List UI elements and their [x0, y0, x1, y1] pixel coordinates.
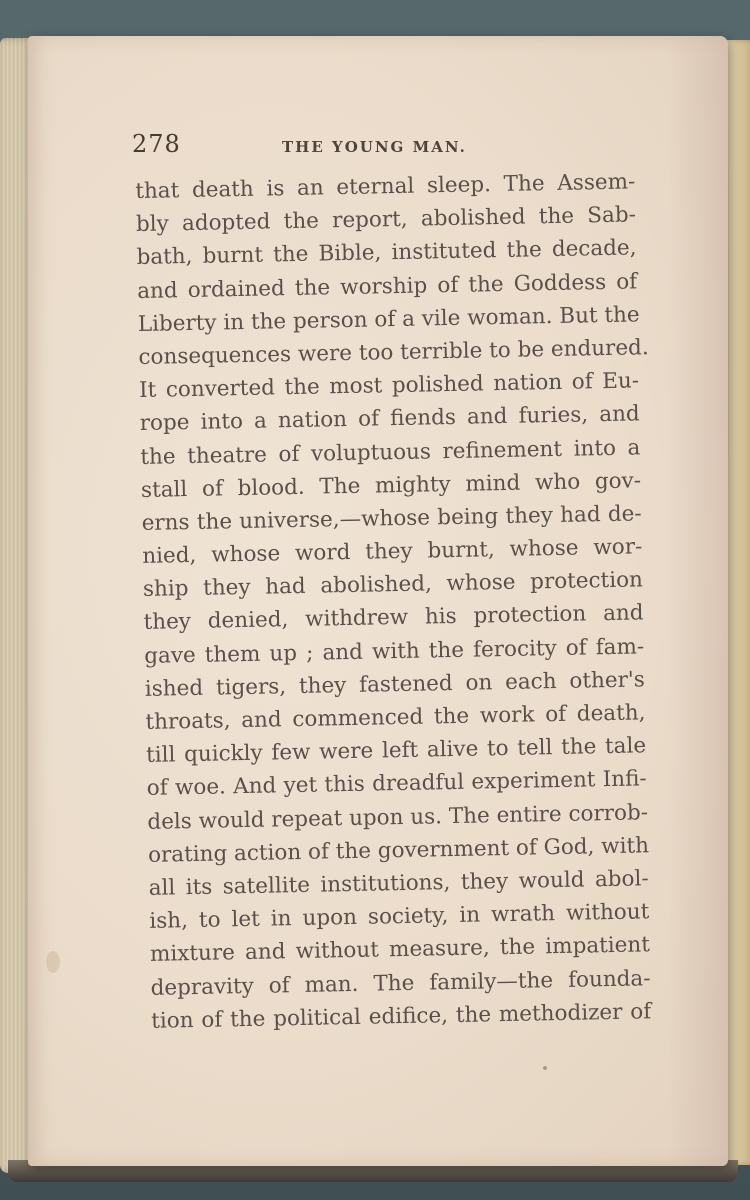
text-line: of woe. And yet this dreadful experiment Infi-	[146, 766, 647, 802]
text-line: It converted the most polished nation of Eu-	[138, 368, 640, 404]
text-line: dels would repeat upon us. The entire corrob-	[147, 799, 649, 835]
text-line: ship they had abolished, whose protection	[142, 567, 644, 603]
text-line: gave them up ; and with the ferocity of fam-	[143, 633, 645, 669]
foxing-spot	[46, 951, 60, 973]
text-line: that death is an eternal sleep. The Assem-	[135, 169, 636, 204]
text-line: nied, whose word they burnt, whose wor-	[142, 534, 643, 569]
text-line: erns the universe,—whose being they had de-	[141, 501, 642, 536]
page-number: 278	[132, 130, 181, 158]
foxing-spot	[543, 1066, 547, 1070]
text-line: till quickly few were left alive to tell the tale	[145, 733, 647, 769]
text-line: the theatre of voluptuous refinement into a	[140, 434, 641, 470]
text-line: throats, and commenced the work of death,	[145, 700, 646, 735]
text-line: ished tigers, they fastened on each other's	[144, 667, 646, 702]
body-text	[135, 165, 651, 1037]
text-line: and ordained the worship of the Goddess of	[136, 268, 638, 304]
text-line: rope into a nation of fiends and furies, and	[139, 401, 640, 437]
running-head: THE YOUNG MAN.	[282, 138, 467, 156]
page-header	[130, 130, 510, 170]
text-line: orating action of the government of God, with	[147, 833, 650, 868]
text-line: they denied, withdrew his protection and	[143, 600, 644, 636]
text-line: ish, to let in upon society, in wrath without	[149, 899, 650, 934]
text-line: Liberty in the person of a vile woman. But the	[137, 302, 640, 337]
text-line: stall of blood. The mighty mind who gov-	[140, 468, 642, 503]
text-line: bath, burnt the Bible, instituted the decade,	[136, 235, 637, 271]
text-line: bly adopted the report, abolished the Sab-	[135, 202, 637, 238]
text-line: consequences were too terrible to be endured.	[138, 335, 649, 370]
text-line: depravity of man. The family—the founda-	[150, 965, 651, 1001]
text-line: mixture and without measure, the impatient	[149, 932, 651, 968]
text-line: all its satellite institutions, they would abol-	[148, 866, 649, 901]
text-line: tion of the political edifice, the methodizer of	[151, 998, 652, 1034]
